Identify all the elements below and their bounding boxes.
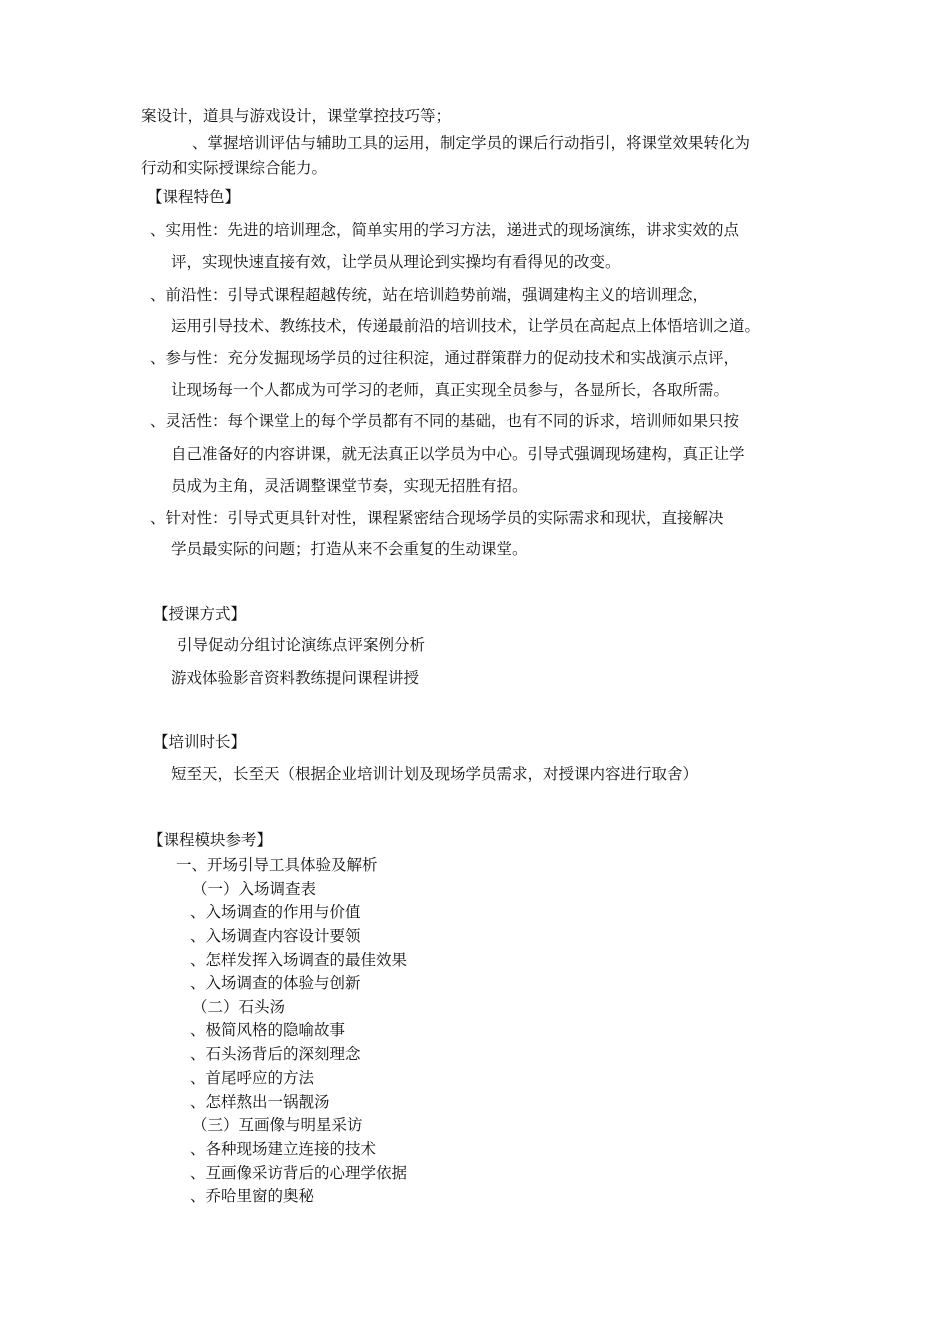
intro-line-1: 案设计，道具与游戏设计，课堂掌控技巧等；	[141, 108, 452, 125]
module-line: 一、开场引导工具体验及解析	[176, 857, 378, 874]
features-line: 、灵活性：每个课堂上的每个学员都有不同的基础，也有不同的诉求，培训师如果只按	[150, 413, 740, 430]
features-line: 、参与性：充分发掘现场学员的过往积淀，通过群策群力的促动技术和实战演示点评，	[150, 350, 740, 367]
modules-heading: 【课程模块参考】	[148, 832, 273, 849]
intro-line-3: 行动和实际授课综合能力。	[141, 160, 328, 177]
module-line: （二）石头汤	[192, 999, 286, 1016]
module-line: 、极简风格的隐喻故事	[190, 1022, 346, 1039]
features-line: 、实用性：先进的培训理念，简单实用的学习方法，递进式的现场演练，讲求实效的点	[150, 222, 740, 239]
module-line: （一）入场调查表	[192, 881, 317, 898]
features-heading: 【课程特色】	[147, 189, 241, 206]
duration-text: 短至天，长至天（根据企业培训计划及现场学员需求，对授课内容进行取舍）	[171, 766, 699, 783]
features-line: 、前沿性：引导式课程超越传统，站在培训趋势前端，强调建构主义的培训理念，	[150, 287, 709, 304]
method-heading: 【授课方式】	[153, 606, 247, 623]
features-line: 评，实现快速直接有效，让学员从理论到实操均有看得见的改变。	[171, 254, 621, 271]
module-line: 、各种现场建立连接的技术	[190, 1141, 377, 1158]
module-line: 、入场调查的体验与创新	[190, 975, 361, 992]
features-line: 、针对性：引导式更具针对性，课程紧密结合现场学员的实际需求和现状，直接解决	[150, 510, 724, 527]
module-line: 、互画像采访背后的心理学依据	[190, 1165, 408, 1182]
module-line: 、乔哈里窗的奥秘	[190, 1188, 315, 1205]
features-line: 学员最实际的问题；打造从来不会重复的生动课堂。	[171, 541, 528, 558]
module-line: 、石头汤背后的深刻理念	[190, 1046, 361, 1063]
method-line-1: 引导促动分组讨论演练点评案例分析	[177, 637, 426, 654]
module-line: 、怎样发挥入场调查的最佳效果	[190, 952, 408, 969]
module-line: 、入场调查的作用与价值	[190, 904, 361, 921]
module-line: 、入场调查内容设计要领	[190, 928, 361, 945]
features-line: 让现场每一个人都成为可学习的老师，真正实现全员参与，各显所长，各取所需。	[171, 382, 730, 399]
features-line: 自己准备好的内容讲课，就无法真正以学员为中心。引导式强调现场建构，真正让学	[171, 446, 745, 463]
module-line: （三）互画像与明星采访	[192, 1117, 363, 1134]
intro-line-2: 、掌握培训评估与辅助工具的运用，制定学员的课后行动指引，将课堂效果转化为	[192, 135, 751, 152]
module-line: 、首尾呼应的方法	[190, 1070, 315, 1087]
features-line: 运用引导技术、教练技术，传递最前沿的培训技术，让学员在高起点上体悟培训之道。	[171, 318, 761, 335]
method-line-2: 游戏体验影音资料教练提问课程讲授	[171, 670, 420, 687]
features-line: 员成为主角，灵活调整课堂节奏，实现无招胜有招。	[171, 478, 528, 495]
duration-heading: 【培训时长】	[153, 734, 247, 751]
module-line: 、怎样熬出一锅靓汤	[190, 1094, 330, 1111]
